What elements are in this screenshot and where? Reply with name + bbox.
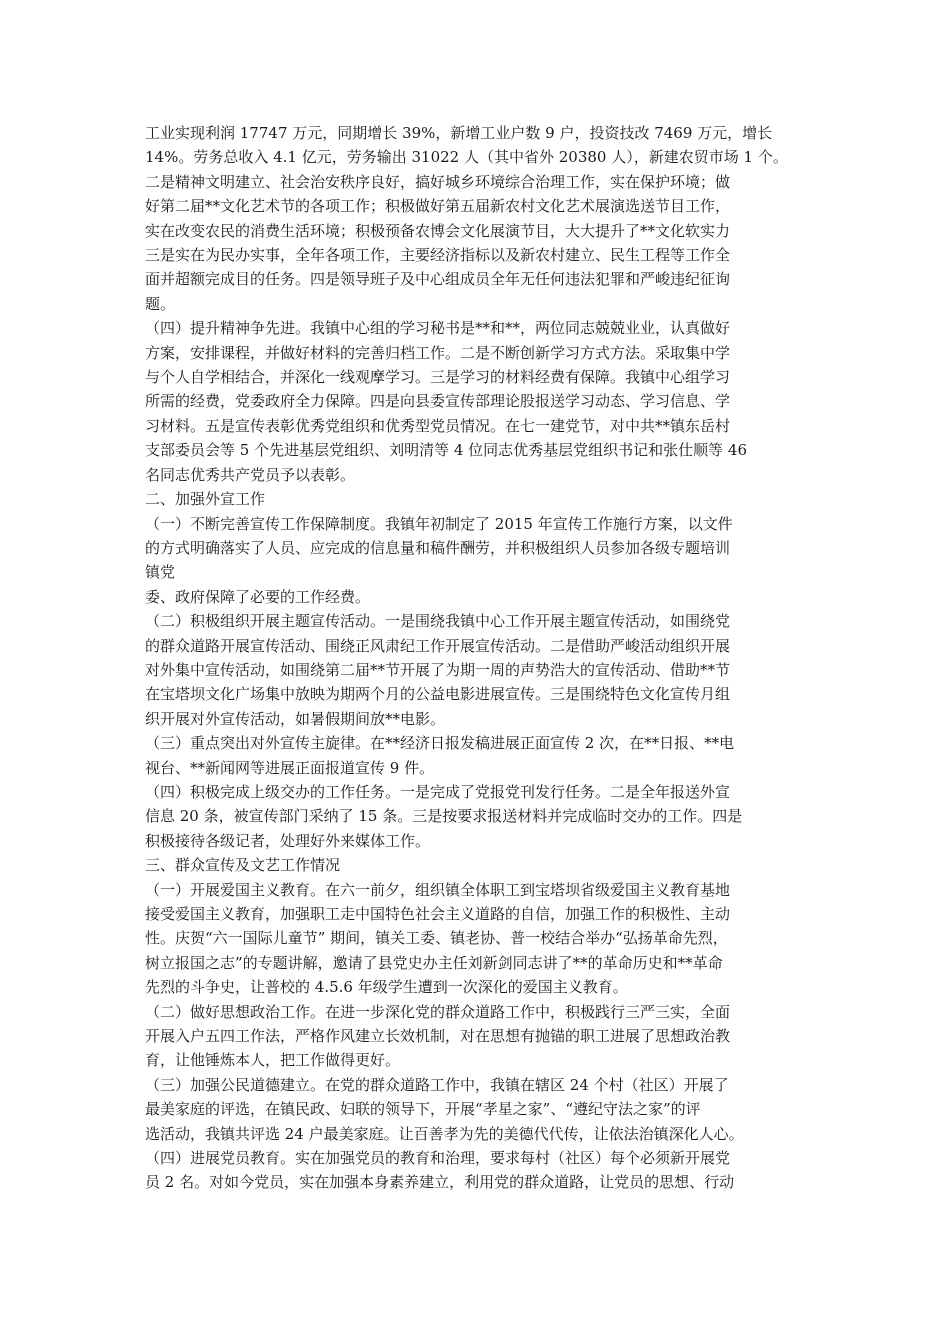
paragraph <box>145 512 825 610</box>
text-line: 题。 <box>145 294 176 313</box>
section-heading <box>145 487 825 511</box>
text-line: 先烈的斗争史，让普校的 4.5.6 年级学生遭到一次深化的爱国主义教育。 <box>145 978 628 997</box>
text-line: 与个人自学相结合，并深化一线观摩学习。三是学习的材料经费有保障。我镇中心组学习 <box>145 368 731 387</box>
text-line: 面并超额完成目的任务。四是领导班子及中心组成员全年无任何违法犯罪和严峻违纪征询 <box>145 270 731 289</box>
text-line: （四）进展党员教育。实在加强党员的教育和治理，要求每村（社区）每个必须新开展党 <box>145 1149 731 1168</box>
text-line: （二）做好思想政治工作。在进一步深化党的群众道路工作中，积极践行三严三实，全面 <box>145 1002 731 1021</box>
text-line: 信息 20 条，被宣传部门采纳了 15 条。三是按要求报送材料并完成临时交办的工作。四是 <box>145 807 743 826</box>
paragraph <box>145 121 825 316</box>
text-line: 方案，安排课程，并做好材料的完善归档工作。二是不断创新学习方式方法。采取集中学 <box>145 343 731 362</box>
text-line: 员 2 名。对如今党员，实在加强本身素养建立，利用党的群众道路，让党员的思想、行动 <box>145 1173 735 1192</box>
paragraph <box>145 316 825 487</box>
paragraph <box>145 609 825 731</box>
text-line: （四）提升精神争先进。我镇中心组的学习秘书是**和**，两位同志兢兢业业，认真做好 <box>145 319 731 338</box>
text-line: 树立报国之志”的专题讲解，邀请了县党史办主任刘新剑同志讲了**的革命历史和**革命 <box>145 953 723 972</box>
paragraph <box>145 1073 825 1146</box>
text-line: 对外集中宣传活动，如围绕第二届**节开展了为期一周的声势浩大的宣传活动、借助**节 <box>145 660 731 679</box>
text-line: 名同志优秀共产党员予以表彰。 <box>145 465 356 484</box>
text-line: 好第二届**文化艺术节的各项工作；积极做好第五届新农村文化艺术展演选送节目工作， <box>145 197 731 216</box>
text-line: 性。庆贺“六一国际儿童节” 期间，镇关工委、镇老协、普一校结合举办“弘扬革命先烈， <box>145 929 728 948</box>
text-line: 在宝塔坝文化广场集中放映为期两个月的公益电影进展宣传。三是围绕特色文化宣传月组 <box>145 685 731 704</box>
text-line: 工业实现利润 17747 万元，同期增长 39%，新增工业户数 9 户，投资技改 7469 万元，增长 <box>145 124 773 142</box>
text-line: 的群众道路开展宣传活动、围绕正风肃纪工作开展宣传活动。二是借助严峻活动组织开展 <box>145 636 731 655</box>
text-line: （一）开展爱国主义教育。在六一前夕，组织镇全体职工到宝塔坝省级爱国主义教育基地 <box>145 880 731 899</box>
text-line: 所需的经费，党委政府全力保障。四是向县委宣传部理论股报送学习动态、学习信息、学 <box>145 392 731 411</box>
text-line: 的方式明确落实了人员、应完成的信息量和稿件酬劳，并积极组织人员参加各级专题培训 <box>145 538 731 557</box>
paragraph <box>145 1146 825 1195</box>
text-line: 三、群众宣传及文艺工作情况 <box>145 856 341 875</box>
text-line: 实在改变农民的消费生活环境；积极预备农博会文化展演节目，大大提升了**文化软实力 <box>145 221 731 240</box>
text-line: 最美家庭的评选，在镇民政、妇联的领导下，开展“孝星之家”、“遵纪守法之家”的评 <box>145 1100 701 1119</box>
paragraph <box>145 731 825 780</box>
text-line: 育，让他锤炼本人，把工作做得更好。 <box>145 1051 401 1070</box>
document-body <box>145 121 825 1195</box>
text-line: 开展入户五四工作法，严格作风建立长效机制，对在思想有抛锚的职工进展了思想政治教 <box>145 1027 731 1046</box>
paragraph <box>145 780 825 853</box>
text-line: 接受爱国主义教育，加强职工走中国特色社会主义道路的自信，加强工作的积极性、主动 <box>145 905 731 923</box>
text-line: 视台、**新闻网等进展正面报道宣传 9 件。 <box>145 758 435 777</box>
text-line: 选活动，我镇共评选 24 户最美家庭。让百善孝为先的美德代代传，让依法治镇深化人心。 <box>145 1124 744 1143</box>
text-line: 镇党 <box>145 563 176 582</box>
text-line: 织开展对外宣传活动，如暑假期间放**电影。 <box>145 709 446 728</box>
text-line: （四）积极完成上级交办的工作任务。一是完成了党报党刊发行任务。二是全年报送外宣 <box>145 782 731 801</box>
text-line: （三）加强公民道德建立。在党的群众道路工作中，我镇在辖区 24 个村（社区）开展了 <box>145 1075 729 1094</box>
paragraph <box>145 878 825 1000</box>
text-line: 二、加强外宣工作 <box>145 490 266 509</box>
text-line: 支部委员会等 5 个先进基层党组织、刘明清等 4 位同志优秀基层党组织书记和张仕顺等 46 <box>145 441 748 460</box>
text-line: （二）积极组织开展主题宣传活动。一是围绕我镇中心工作开展主题宣传活动，如围绕党 <box>145 612 731 631</box>
text-line: 三是实在为民办实事，全年各项工作，主要经济指标以及新农村建立、民生工程等工作全 <box>145 246 731 265</box>
text-line: 积极接待各级记者，处理好外来媒体工作。 <box>145 831 431 850</box>
paragraph <box>145 1000 825 1073</box>
text-line: （一）不断完善宣传工作保障制度。我镇年初制定了 2015 年宣传工作施行方案，以文件 <box>145 514 733 533</box>
text-line: 习材料。五是宣传表彰优秀党组织和优秀型党员情况。在七一建党节，对中共**镇东岳村 <box>145 416 731 435</box>
text-line: （三）重点突出对外宣传主旋律。在**经济日报发稿进展正面宣传 2 次，在**日报、**电 <box>145 734 735 753</box>
section-heading <box>145 853 825 877</box>
text-line: 委、政府保障了必要的工作经费。 <box>145 587 371 606</box>
text-line: 14%。劳务总收入 4.1 亿元，劳务输出 31022 人（其中省外 20380 人），新建农贸市场 1 个。 <box>145 148 788 167</box>
text-line: 二是精神文明建立、社会治安秩序良好，搞好城乡环境综合治理工作，实在保护环境；做 <box>145 172 731 191</box>
